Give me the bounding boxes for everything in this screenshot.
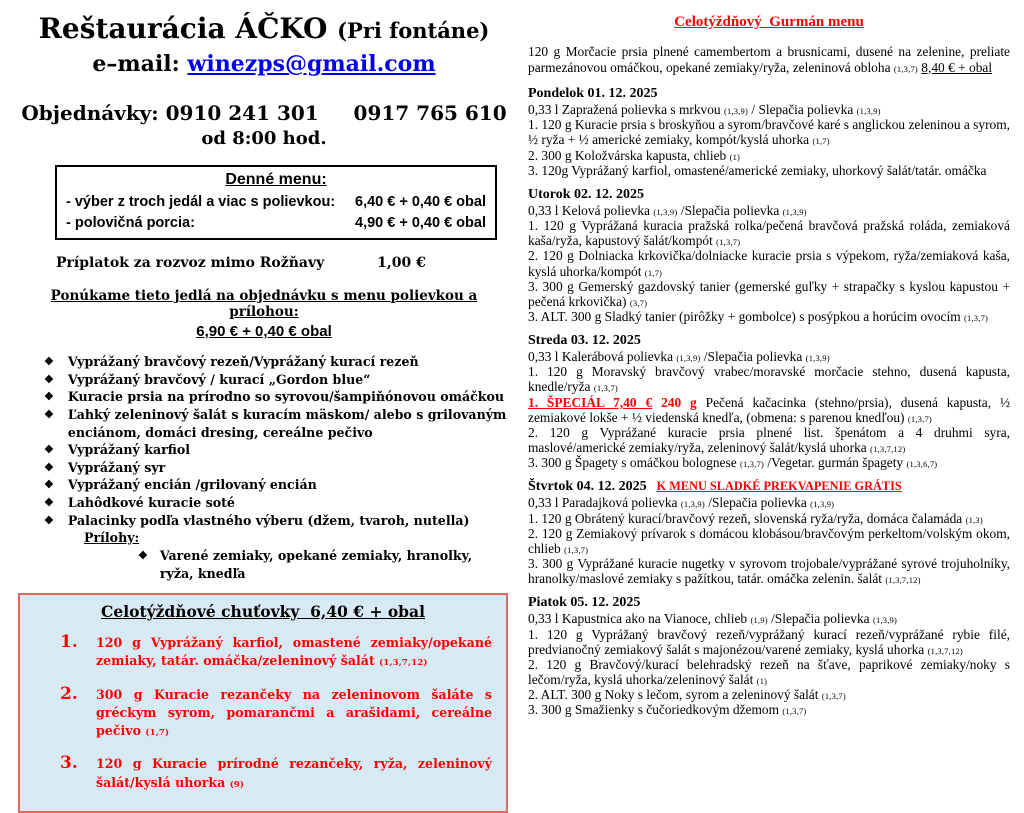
day-section [528, 187, 1010, 324]
delivery-surcharge-line [56, 255, 510, 271]
text-run: 1. ŠPECIÁL 7,40 € [528, 394, 653, 410]
day-section [528, 86, 1010, 178]
text-run: 2. 120 g Vyprážané kuracie prsia plnené list. špenátom a 4 druhmi syra, maslové/americké zemiaky/ryža, zeleninový šalát/kyslá uhorka [528, 424, 1010, 456]
text-run [528, 218, 1010, 248]
text-run [528, 526, 1010, 556]
day-title-text: Piatok 05. 12. 2025 [528, 595, 641, 611]
allergen-note: (1,3,6,7) [906, 459, 938, 470]
snack-item-text [96, 634, 492, 671]
snack-item [60, 755, 492, 792]
delivery-surcharge-label: Príplatok za rozvoz mimo Rožňavy [56, 255, 325, 271]
day-title [528, 595, 1010, 611]
text-run: 300 g Kuracie rezančeky na zeleninovom šaláte s gréckym syrom, pomarančmi a arašidami, cereálne pečivo [96, 686, 492, 739]
day-menu-line [528, 702, 1010, 717]
gurman-menu-title: Celotýždňový Gurmán menu [674, 14, 864, 30]
order-menu-item-text: Vyprážaný bravčový rezeň/Vyprážaný kurací rezeň [67, 354, 419, 369]
day-menu-line [528, 364, 1010, 394]
text-run: /Slepačia polievka [767, 611, 873, 627]
weekly-snacks-box [18, 593, 508, 813]
day-menu-line [528, 627, 1010, 657]
allergen-note: (1,9) [750, 615, 768, 626]
text-run [652, 395, 661, 410]
allergen-note: (1) [756, 675, 768, 686]
text-run: /Slepačia polievka [677, 202, 783, 218]
order-menu-price: 6,90 € + 0,40 € obal [196, 323, 332, 340]
allergen-note: (1,3,9) [782, 206, 807, 217]
order-menu-item-text: Lahôdkové kuracie soté [67, 495, 235, 510]
text-run: 3. 300 g Vyprážané kuracie nugetky v syrovom trojobale/vyprážané syrové trojuholníky, hranolky/maslové zemiaky s pažítkou, tatár. omáčka zelenin. šalát [528, 555, 1010, 587]
order-menu-item-text: Vyprážaný syr [67, 459, 166, 475]
day-menu-line [528, 687, 1010, 702]
day-menu-line [528, 279, 1010, 309]
order-menu-item [44, 459, 508, 477]
allergen-note: (1,3,7) [716, 237, 741, 248]
text-run: 1. 120 g Vyprážaný bravčový rezeň/vyprážaný kurací rezeň/vyprážané rybie filé, predvianočný zemiakový šalát s majonézou/varené zemiaky, kyslá uhorka [528, 626, 1010, 657]
daily-menu-row [66, 215, 486, 231]
special-qty [661, 395, 697, 410]
day-menu-line [528, 148, 1010, 163]
allergen-note: (1,3,7) [907, 413, 932, 424]
text-run: 2. 120 g Dolniacka krkovička/dolniacke kuracie prsia s výpekom, ryža/zemiaková kaša, kyslá uhorka/kompót [528, 248, 1010, 279]
allergen-note: (1,3,7) [821, 691, 846, 702]
day-menu-line [528, 248, 1010, 278]
diamond-bullet-icon: ❖ [138, 548, 148, 562]
text-run: 1. 120 g Kuracie prsia s broskyňou a syrom/bravčové karé s anglickou zeleninou a syrom, ½ ryža + ½ americké zemiaky, kompót/kyslá uhorka [528, 117, 1010, 148]
delivery-surcharge-price: 1,00 € [377, 255, 426, 271]
allergen-note: (1,7) [644, 267, 663, 278]
day-menu-line [528, 611, 1010, 626]
diamond-bullet-icon: ❖ [44, 496, 54, 509]
order-menu-item [44, 353, 508, 371]
day-title [528, 187, 1010, 203]
daily-menu-title: Denné menu: [225, 171, 327, 188]
allergen-note: (1,3,7) [964, 312, 989, 323]
text-run [528, 102, 881, 117]
allergen-note: (1,3,9) [676, 353, 701, 364]
day-title [528, 86, 1010, 102]
text-run: 2. 300 g Koložvárska kapusta, chlieb [528, 147, 730, 163]
text-run [528, 455, 937, 470]
order-menu-item [44, 441, 508, 459]
left-column [0, 0, 514, 790]
orders-phone-line: Objednávky: 0910 241 301 0917 765 610 [21, 101, 507, 125]
email-line [18, 51, 510, 77]
order-menu-item [44, 494, 508, 512]
text-run: 8,40 € + obal [921, 59, 993, 75]
weekly-day-sections [528, 86, 1010, 717]
order-menu-list [18, 353, 510, 529]
text-run: 1. 120 g Vyprážaná kuracia pražská rolka/pečená bravčová pražská roláda, zemiaková kaša/ryža, kapustový šalát/kompót [528, 218, 1010, 249]
email-link[interactable]: winezps@gmail.com [187, 51, 436, 77]
allergen-note: (1,3,7) [740, 459, 765, 470]
text-run: 0,33 l Paradajková polievka [528, 495, 681, 511]
snack-item-number: 3. [60, 753, 78, 774]
day-title-text: Štvrtok 04. 12. 2025 [528, 479, 647, 495]
text-run: 2. 120 g Zemiakový prívarok s domácou klobásou/bravčovým perkeltom/volským okom, chlieb [528, 525, 1010, 556]
snack-item-text [96, 755, 492, 792]
order-menu-item [44, 388, 508, 406]
allergen-note: (1,3,7,12) [927, 645, 963, 656]
diamond-bullet-icon: ❖ [44, 372, 54, 386]
day-title [528, 479, 1010, 495]
right-column [514, 0, 1024, 724]
day-menu-line [528, 556, 1010, 586]
text-run [528, 495, 834, 510]
text-run [528, 117, 1010, 147]
text-run [528, 364, 1010, 394]
sides-text: Varené zemiaky, opekané zemiaky, hranolky, ryža, knedľa [159, 547, 473, 581]
allergen-note: (1,3,7) [893, 63, 918, 74]
order-menu-item-text: Palacinky podľa vlastného výberu (džem, tvaroh, nutella) [67, 512, 470, 528]
day-title-text: Streda 03. 12. 2025 [528, 333, 641, 349]
text-run: /Vegetar. gurmán špagety [764, 455, 907, 471]
text-run: 3. 300 g Smažienky s čučoriedkovým džemom [528, 702, 783, 718]
text-run: / Slepačia polievka [748, 102, 857, 118]
allergen-note: (1,3) [965, 514, 983, 525]
day-menu-line [528, 495, 1010, 510]
order-menu-item-text: Ľahký zeleninový šalát s kuracím mäskom/ alebo s grilovaným enciánom, domáci dresing, cereálne pečivo [67, 406, 507, 440]
day-title-text: Utorok 02. 12. 2025 [528, 186, 645, 202]
day-menu-line [528, 425, 1010, 455]
day-menu-line [528, 203, 1010, 218]
sides-item [138, 547, 510, 582]
order-menu-item-text: Vyprážaný bravčový / kurací „Gordon blue“ [67, 371, 371, 387]
day-menu-line [528, 455, 1010, 470]
text-run: /Slepačia polievka [704, 495, 811, 511]
day-title [528, 333, 1010, 349]
day-title-text: Pondelok 01. 12. 2025 [528, 86, 658, 102]
allergen-note: (1,3,7) [782, 706, 807, 717]
price-underline [921, 60, 992, 75]
allergen-note: (1,3,7) [564, 544, 589, 555]
allergen-note: (3,7) [629, 297, 648, 308]
snack-item [60, 683, 492, 741]
order-menu-item [44, 476, 508, 494]
snack-item-number: 2. [60, 683, 78, 704]
text-run [528, 702, 806, 717]
diamond-bullet-icon: ❖ [44, 513, 54, 527]
day-section [528, 479, 1010, 586]
allergen-note: (1,3,7,12) [870, 444, 906, 455]
restaurant-name: Reštaurácia ÁČKO [38, 12, 328, 45]
text-run [652, 395, 661, 410]
allergen-note: (1,3,9) [653, 206, 678, 217]
allergen-note: (1,3,9) [810, 499, 835, 510]
snack-item [60, 634, 492, 671]
daily-menu-row-label: - výber z troch jedál a viac s polievkou: [66, 194, 336, 210]
allergen-note: (1) [729, 151, 741, 162]
order-menu-item-text: Vyprážaný karfiol [67, 442, 191, 458]
text-run: 2. 120 g Bravčový/kurací belehradský rezeň na šťave, paprikové zemiaky/noky s lečom/ryža, kyslá uhorka/zeleninový šalát [528, 656, 1010, 687]
day-title-promo: K MENU SLADKÉ PREKVAPENIE GRÁTIS [656, 479, 902, 494]
text-run: 3. 300 g Špagety s omáčkou bolognese [528, 455, 740, 471]
text-run: 120 g Vyprážaný karfiol, omastené zemiaky/opekané zemiaky, tatár. omáčka/zeleninový šalát [96, 635, 492, 669]
daily-menu-row-price: 6,40 € + 0,40 € obal [355, 194, 486, 210]
allergen-note: (1,3,7,12) [379, 658, 428, 669]
day-menu-line [528, 349, 1010, 364]
daily-menu-row-price: 4,90 € + 0,40 € obal [355, 215, 486, 231]
text-run: 1. 120 g Obrátený kurací/bravčový rezeň, slovenská ryža/ryža, domáca čalamáda [528, 510, 966, 526]
text-run [528, 248, 1010, 278]
diamond-bullet-icon: ❖ [44, 407, 54, 421]
snack-item-text [96, 686, 492, 741]
text-run [528, 309, 988, 324]
text-run: 240 g [661, 394, 697, 410]
gurman-menu-description [528, 44, 1010, 75]
day-menu-line [528, 309, 1010, 324]
day-menu-line [528, 526, 1010, 556]
sides-label: Prílohy: [84, 530, 140, 546]
restaurant-subtitle: (Pri fontáne) [337, 18, 490, 43]
allergen-note: (1,3,9) [680, 499, 705, 510]
order-menu-item [44, 371, 508, 389]
daily-menu-box [55, 165, 497, 240]
weekly-snacks-title: Celotýždňové chuťovky 6,40 € + obal [101, 602, 425, 622]
text-run: 0,33 l Kalerábová polievka [528, 349, 677, 365]
allergen-note: (1,3,9) [805, 353, 830, 364]
text-run [528, 556, 1010, 586]
diamond-bullet-icon: ❖ [44, 443, 54, 457]
text-run [528, 687, 846, 702]
diamond-bullet-icon: ❖ [44, 460, 54, 474]
restaurant-title [18, 12, 510, 45]
order-menu-item-text: Vyprážaný encián /grilovaný encián [67, 477, 317, 493]
text-run: 0,33 l Zapražená polievka s mrkvou [528, 102, 724, 118]
day-section [528, 595, 1010, 717]
text-run: 0,33 l Kelová polievka [528, 202, 654, 218]
text-run: 3. 120g Vyprážaný karfiol, omastené/americké zemiaky, uhorkový šalát/tatár. omáčka [528, 162, 987, 178]
allergen-note: (1,3,9) [723, 106, 749, 117]
day-menu-line [528, 395, 1010, 425]
daily-menu-row [66, 194, 486, 210]
text-run: 3. ALT. 300 g Sladký tanier (pirôžky + gombolce) s posýpkou a horúcim ovocím [528, 308, 964, 324]
text-run [528, 163, 986, 178]
text-run: 2. ALT. 300 g Noky s lečom, syrom a zeleninový šalát [528, 687, 822, 703]
orders-hours: od 8:00 hod. [201, 128, 327, 149]
text-run: 3. 300 g Gemerský gazdovský tanier (gemerské guľky + strapačky s kyslou kapustou + pečená krkovička) [528, 278, 1010, 309]
day-menu-line [528, 511, 1010, 526]
order-menu-heading: Ponúkame tieto jedlá na objednávku s menu polievkou a prílohou: [50, 288, 478, 320]
allergen-note: (1,3,7) [593, 383, 618, 394]
text-run [528, 203, 807, 218]
diamond-bullet-icon: ❖ [44, 355, 54, 368]
text-run: 120 g Morčacie prsia plnené camembertom a brusnicami, dusené na zelenine, preliate parmezánovou omáčkou, opekané zemiaky/ryža, zeleninová obloha [528, 44, 1010, 75]
allergen-note: (9) [229, 779, 245, 790]
weekly-snacks-list [32, 634, 494, 792]
day-menu-line [528, 657, 1010, 687]
day-menu-line [528, 218, 1010, 248]
diamond-bullet-icon: ❖ [44, 478, 54, 492]
allergen-note: (1,3,9) [872, 615, 898, 626]
email-label: e–mail: [92, 51, 180, 77]
text-run [528, 611, 897, 626]
order-menu-item [44, 406, 508, 441]
allergen-note: (1,7) [812, 136, 830, 147]
order-menu-item-text: Kuracie prsia na prírodno so syrovou/šampiňónovou omáčkou [67, 389, 505, 405]
text-run [528, 657, 1010, 687]
day-section [528, 333, 1010, 470]
order-menu-item [44, 512, 508, 530]
special-label [528, 395, 652, 410]
text-run: Pečená kačacinka (stehno/prsia), dusená kapusta, ½ zemiakové lokše + ½ viedenská knedľa, (obmena: s parenou knedľou) [528, 394, 1010, 425]
text-run: /Slepačia polievka [700, 349, 806, 365]
allergen-note: (1,3,9) [856, 106, 881, 117]
allergen-note: (1,7) [145, 728, 170, 739]
allergen-note: (1,3,7,12) [885, 575, 921, 586]
text-run [528, 349, 830, 364]
day-menu-line [528, 117, 1010, 147]
text-run: 0,33 l Kapustnica ako na Vianoce, chlieb [528, 611, 751, 627]
day-menu-line [528, 102, 1010, 117]
text-run [528, 148, 740, 163]
text-run [528, 627, 1010, 657]
text-run [528, 511, 983, 526]
daily-menu-row-label: - polovičná porcia: [66, 215, 195, 231]
day-menu-line [528, 163, 1010, 178]
text-run: 120 g Kuracie prírodné rezančeky, ryža, zeleninový šalát/kyslá uhorka [96, 756, 492, 790]
text-run [528, 425, 1010, 455]
snack-item-number: 1. [60, 632, 78, 653]
diamond-bullet-icon: ❖ [44, 390, 54, 404]
text-run [528, 279, 1010, 309]
text-run: 1. 120 g Moravský bravčový vrabec/moravské morčacie stehno, dusená kapusta, knedle/ryža [528, 364, 1010, 395]
